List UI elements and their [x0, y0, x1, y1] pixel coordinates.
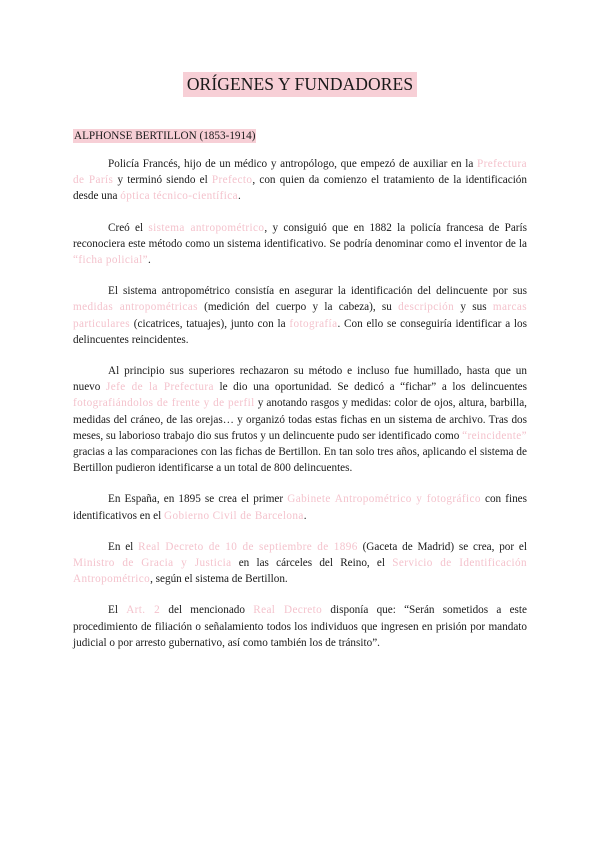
- highlighted-term: Servicio de Identificación Antropométrico: [73, 557, 527, 586]
- text-run: y terminó siendo el: [113, 174, 212, 187]
- body-text: [73, 156, 527, 666]
- text-run: en las cárceles del Reino, el: [231, 557, 393, 570]
- paragraph: [73, 283, 527, 348]
- text-run: , con quien da comienzo el tratamiento de la identificación desde una: [73, 174, 527, 203]
- text-run: y anotando rasgos y medidas: color de ojos, altura, barbilla, medidas del cráneo, de las orejas… y organizó todas estas fichas en un sistema de archivo. Tras dos meses, su laborioso trabajo dio sus frutos y un delincuente pudo ser identificado como: [73, 397, 527, 442]
- section-heading: ALPHONSE BERTILLON (1853-1914): [74, 130, 256, 142]
- paragraph: [73, 491, 527, 523]
- text-run: gracias a las comparaciones con las fichas de Bertillon. En tan solo tres años, aplicando el sistema de Bertillon pudieron identificarse a un total de 800 delincuentes.: [73, 446, 527, 475]
- text-run: Creó el: [108, 221, 149, 234]
- text-run: , según el sistema de Bertillon.: [150, 573, 288, 586]
- highlighted-term: “ficha policial”: [73, 254, 149, 267]
- text-run: (Gaceta de Madrid) se crea, por el: [357, 540, 527, 553]
- paragraph: [73, 220, 527, 269]
- highlighted-term: sistema antropométrico: [148, 221, 265, 234]
- text-run: , y consiguió que en 1882 la policía francesa de París reconociera este método como un sistema identificativo. Se podría denominar como el inventor de la: [73, 221, 527, 250]
- highlighted-term: Gobierno Civil de Barcelona: [164, 509, 304, 522]
- highlighted-term: Art. 2: [126, 604, 161, 617]
- text-run: En España, en 1895 se crea el primer: [108, 493, 288, 506]
- highlighted-term: Prefectura de París: [73, 158, 527, 187]
- paragraph: [73, 156, 527, 205]
- text-run: . Con ello se conseguiría identificar a los delincuentes reincidentes.: [73, 317, 527, 346]
- text-run: .: [148, 254, 151, 267]
- highlighted-term: descripción: [398, 301, 455, 314]
- text-run: Al principio sus superiores rechazaron su método e incluso fue humillado, hasta que un nuevo: [73, 365, 527, 394]
- text-run: .: [238, 190, 241, 203]
- text-run: .: [303, 509, 307, 522]
- text-run: El sistema antropométrico consistía en asegurar la identificación del delincuente por sus: [108, 285, 527, 298]
- paragraph: [73, 539, 527, 588]
- highlighted-term: Jefe de la Prefectura: [105, 381, 214, 394]
- text-run: y sus: [454, 301, 493, 314]
- highlighted-term: Ministro de Gracia y Justicia: [73, 557, 232, 570]
- page-title: ORÍGENES Y FUNDADORES: [183, 72, 417, 97]
- text-run: En el: [108, 540, 139, 553]
- highlighted-term: marcas particulares: [73, 301, 527, 330]
- highlighted-term: “reincidente”: [462, 429, 527, 442]
- highlighted-term: Gabinete Antropométrico y fotográfico: [287, 493, 481, 506]
- highlighted-term: fotografiándolos de frente y de perfil: [73, 397, 255, 410]
- title-container: [0, 72, 600, 97]
- paragraph: [73, 602, 527, 651]
- paragraph: [73, 363, 527, 476]
- text-run: Policía Francés, hijo de un médico y antropólogo, que empezó de auxiliar en la: [108, 158, 478, 170]
- highlighted-term: fotografía: [289, 317, 338, 330]
- highlighted-term: Real Decreto de 10 de septiembre de 1896: [138, 540, 358, 553]
- text-run: con fines identificativos en el: [73, 493, 528, 522]
- highlighted-term: óptica técnico-científica: [120, 190, 239, 203]
- highlighted-term: medidas antropométricas: [73, 301, 198, 314]
- text-run: disponía que: “Serán sometidos a este procedimiento de filiación o señalamiento todos los individuos que ingresen en prisión por mandato judicial o por arresto gubernativo, así como también los de tránsito”.: [73, 604, 527, 649]
- text-run: El: [108, 604, 127, 617]
- text-run: del mencionado: [160, 604, 254, 617]
- highlighted-term: Real Decreto: [253, 604, 323, 617]
- subtitle-container: [73, 126, 256, 144]
- highlighted-term: Prefecto: [211, 174, 253, 187]
- text-run: (medición del cuerpo y la cabeza), su: [197, 301, 399, 314]
- text-run: le dio una oportunidad. Se dedicó a “fichar” a los delincuentes: [213, 381, 527, 394]
- text-run: (cicatrices, tatuajes), junto con la: [129, 317, 290, 330]
